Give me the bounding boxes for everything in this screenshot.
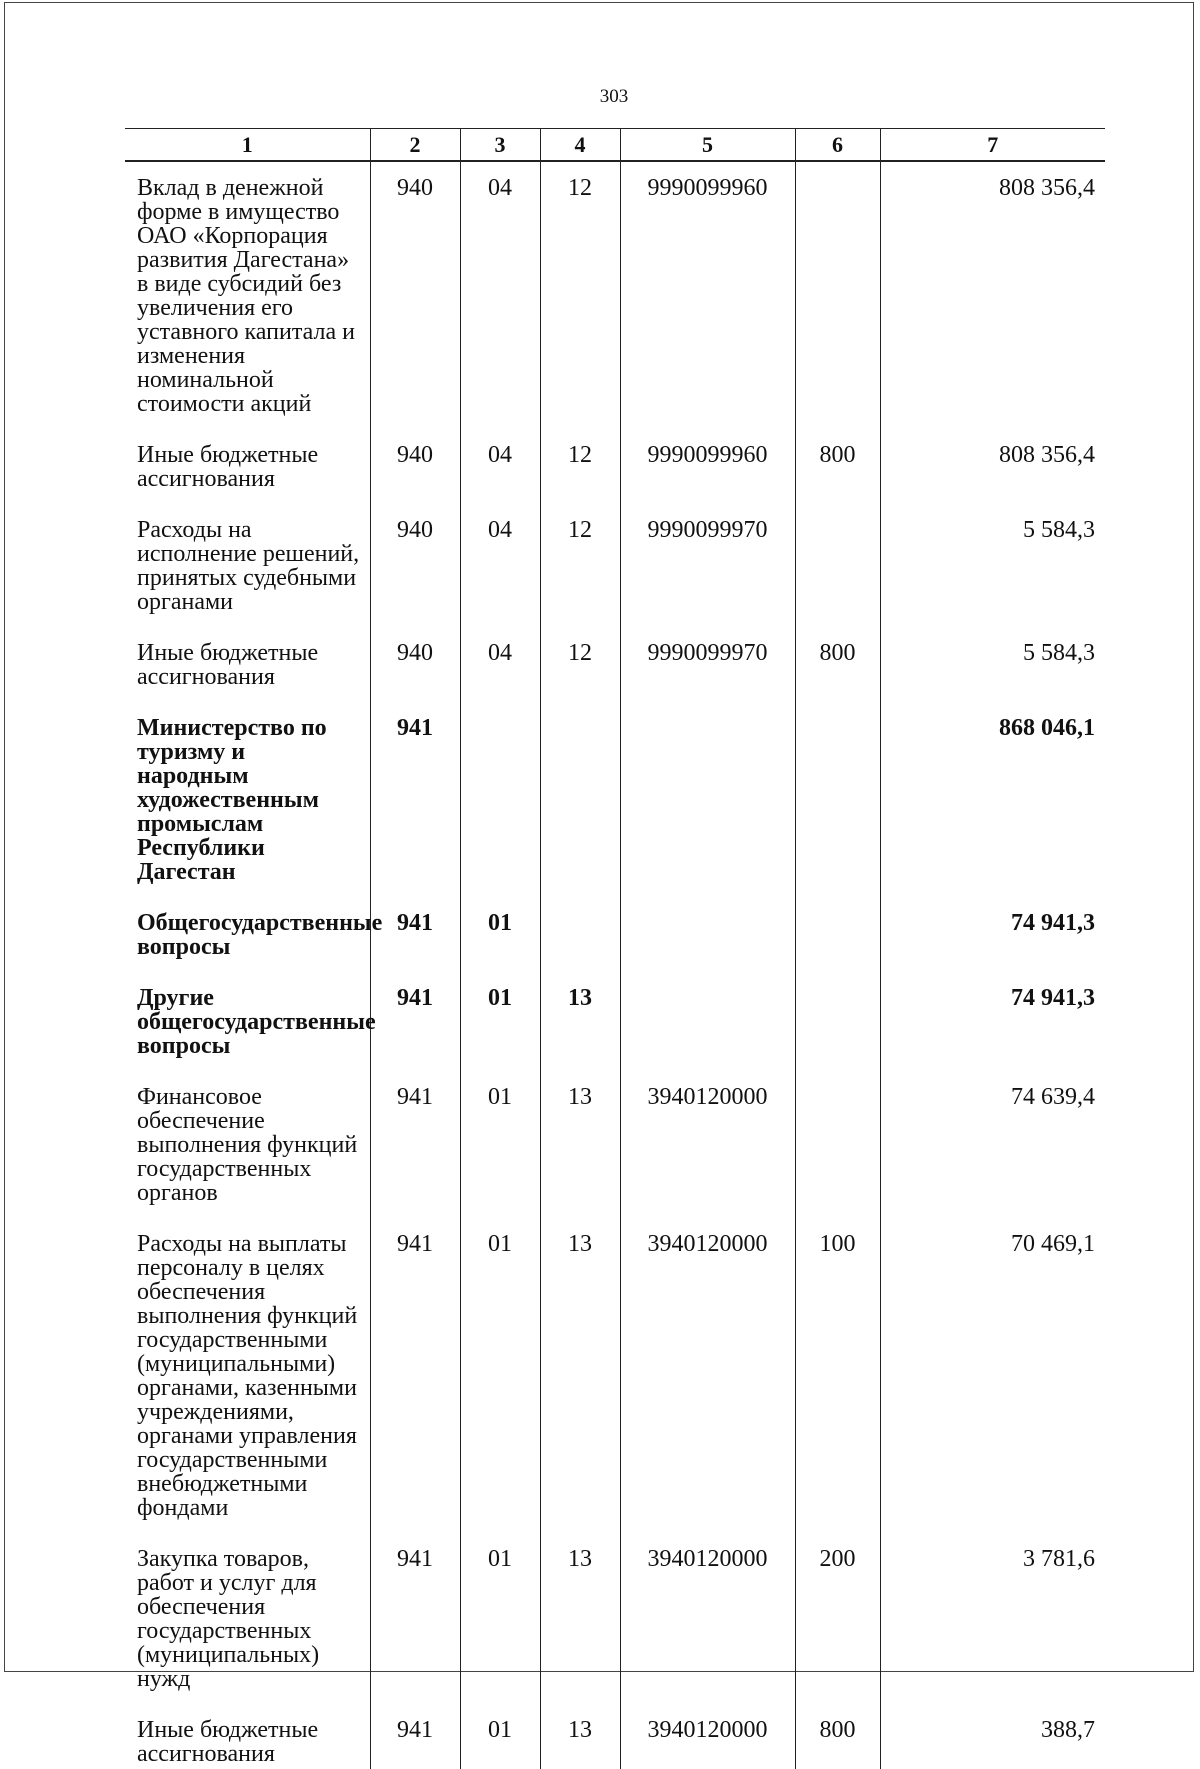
row-target-code [621,887,795,914]
row-expense-type-cell [795,887,880,962]
row-subsection-code-cell [540,494,620,617]
row-section-code-cell [460,887,540,962]
row-description-cell [125,494,370,617]
row-section-code: 04 [488,442,512,468]
row-amount-cell [880,494,1105,617]
row-amount: 74 941,3 [1011,910,1095,936]
row-section-code: 04 [488,640,512,666]
table-row [125,692,1105,887]
row-description-cell [125,419,370,494]
row-subsection-code: 13 [568,985,592,1011]
row-target-code-cell [620,962,795,1061]
table-header-row [125,129,1105,162]
row-ministry-code: 940 [397,640,433,666]
row-target-code: 9990099960 [647,175,768,201]
row-section-code-cell [460,161,540,419]
row-ministry-code: 941 [397,1546,433,1572]
page-number: 303 [599,86,629,107]
table-row [125,887,1105,962]
row-expense-type-cell [795,494,880,617]
row-amount: 5 584,3 [1023,517,1095,543]
row-target-code: 3940120000 [647,1231,768,1257]
row-expense-type: 800 [819,442,856,468]
row-expense-type-cell [795,1523,880,1694]
row-ministry-code: 941 [397,1084,433,1110]
row-ministry-code-cell [370,887,460,962]
row-description: Вклад в денежной форме в имущество ОАО «Корпорация развития Дагестана» в виде субсидий без увеличения его уставного капитала и изменения номинальной стоимости акций [137,175,355,417]
row-target-code [621,692,795,719]
row-section-code: 01 [488,910,512,936]
row-description-cell [125,1208,370,1523]
table-row [125,1523,1105,1694]
row-ministry-code-cell [370,617,460,692]
row-expense-type: 200 [819,1546,856,1572]
row-section-code: 04 [488,517,512,543]
table-row [125,617,1105,692]
row-section-code-cell [460,1694,540,1769]
row-expense-type [796,162,880,179]
row-expense-type-cell [795,419,880,494]
row-target-code-cell [620,161,795,419]
row-section-code: 01 [488,1084,512,1110]
row-target-code-cell [620,419,795,494]
row-description-cell [125,1523,370,1694]
row-amount-cell [880,419,1105,494]
row-expense-type-cell [795,692,880,887]
row-subsection-code: 12 [568,517,592,543]
row-ministry-code-cell [370,1061,460,1208]
row-expense-type [796,962,880,989]
header-col-6: 6 [795,129,880,162]
row-amount: 808 356,4 [999,442,1095,468]
row-description: Иные бюджетные ассигнования [137,442,319,492]
row-subsection-code: 12 [568,175,592,201]
row-subsection-code-cell [540,1694,620,1769]
row-expense-type-cell [795,161,880,419]
row-amount: 808 356,4 [999,175,1095,201]
row-section-code [461,692,540,719]
row-target-code: 9990099970 [647,517,768,543]
row-target-code [621,962,795,989]
row-expense-type [796,692,880,719]
table-row [125,962,1105,1061]
row-expense-type-cell [795,962,880,1061]
row-description: Финансовое обеспечение выполнения функций государственных органов [137,1084,358,1206]
header-col-3: 3 [460,129,540,162]
row-ministry-code: 940 [397,517,433,543]
table-row [125,1694,1105,1769]
row-ministry-code-cell [370,1694,460,1769]
row-description-cell [125,692,370,887]
row-ministry-code: 941 [397,985,433,1011]
row-description: Общегосударственные вопросы [137,910,383,960]
header-col-2: 2 [370,129,460,162]
row-subsection-code-cell [540,161,620,419]
row-section-code-cell [460,1208,540,1523]
row-description: Расходы на выплаты персоналу в целях обеспечения выполнения функций государственными (муниципальными) органами, казенными учреждениями, органами управления государственными внебюджетными фондами [137,1231,358,1521]
row-amount-cell [880,887,1105,962]
row-description-cell [125,1694,370,1769]
row-expense-type [796,1061,880,1088]
row-target-code: 3940120000 [647,1717,768,1743]
row-expense-type-cell [795,1208,880,1523]
row-amount: 5 584,3 [1023,640,1095,666]
row-subsection-code-cell [540,1523,620,1694]
row-amount: 70 469,1 [1011,1231,1095,1257]
row-target-code-cell [620,692,795,887]
row-subsection-code-cell [540,692,620,887]
row-subsection-code-cell [540,962,620,1061]
row-section-code-cell [460,1523,540,1694]
budget-table [125,128,1105,1769]
row-subsection-code: 12 [568,640,592,666]
table-row [125,419,1105,494]
row-section-code: 04 [488,175,512,201]
row-subsection-code: 13 [568,1231,592,1257]
row-section-code-cell [460,494,540,617]
row-amount: 74 941,3 [1011,985,1095,1011]
row-description: Министерство по туризму и народным художественным промыслам Республики Дагестан [137,715,327,885]
row-target-code-cell [620,1523,795,1694]
row-subsection-code [541,887,620,914]
row-ministry-code-cell [370,692,460,887]
row-description-cell [125,962,376,1061]
row-subsection-code: 13 [568,1546,592,1572]
row-subsection-code: 12 [568,442,592,468]
row-section-code-cell [460,617,540,692]
row-expense-type-cell [795,617,880,692]
row-amount: 388,7 [1041,1717,1095,1743]
header-col-1: 1 [125,129,370,162]
row-ministry-code-cell [370,161,460,419]
row-ministry-code-cell [370,1523,460,1694]
row-section-code: 01 [488,1546,512,1572]
row-ministry-code-cell [370,494,460,617]
row-target-code: 3940120000 [647,1084,768,1110]
table-row [125,1208,1105,1523]
row-ministry-code: 941 [397,715,433,741]
row-ministry-code-cell [370,962,460,1061]
row-amount-cell [880,1694,1105,1769]
row-subsection-code: 13 [568,1084,592,1110]
table-row [125,494,1105,617]
header-col-4: 4 [540,129,620,162]
row-subsection-code: 13 [568,1717,592,1743]
row-expense-type: 100 [819,1231,856,1257]
row-subsection-code [541,692,620,719]
row-ministry-code: 941 [397,1231,433,1257]
row-target-code-cell [620,887,795,962]
row-amount: 868 046,1 [999,715,1095,741]
row-amount: 74 639,4 [1011,1084,1095,1110]
row-description: Иные бюджетные ассигнования [137,1717,319,1767]
row-amount: 3 781,6 [1023,1546,1095,1572]
row-section-code-cell [460,1061,540,1208]
row-target-code-cell [620,1208,795,1523]
header-col-5: 5 [620,129,795,162]
row-target-code-cell [620,494,795,617]
row-description: Закупка товаров, работ и услуг для обеспечения государственных (муниципальных) нужд [137,1546,320,1692]
row-target-code-cell [620,1061,795,1208]
table-row [125,161,1105,419]
row-expense-type: 800 [819,640,856,666]
row-description: Расходы на исполнение решений, принятых судебными органами [137,517,360,615]
row-description-cell [125,1061,370,1208]
row-expense-type: 800 [819,1717,856,1743]
row-description-cell [125,887,383,962]
row-target-code: 9990099970 [647,640,768,666]
row-expense-type [796,494,880,521]
row-ministry-code: 941 [397,910,433,936]
row-amount-cell [880,962,1105,1061]
row-target-code-cell [620,617,795,692]
row-description-cell [125,161,370,419]
header-col-7: 7 [880,129,1105,162]
row-section-code: 01 [488,985,512,1011]
row-section-code-cell [460,962,540,1061]
row-amount-cell [880,1523,1105,1694]
row-target-code-cell [620,1694,795,1769]
row-expense-type-cell [795,1061,880,1208]
row-ministry-code: 940 [397,442,433,468]
row-amount-cell [880,1208,1105,1523]
row-section-code-cell [460,692,540,887]
row-ministry-code: 941 [397,1717,433,1743]
row-amount-cell [880,161,1105,419]
row-description: Другие общегосударственные вопросы [137,985,376,1059]
row-section-code-cell [460,419,540,494]
row-amount-cell [880,1061,1105,1208]
row-ministry-code-cell [370,1208,460,1523]
row-ministry-code-cell [370,419,460,494]
row-subsection-code-cell [540,887,620,962]
row-ministry-code: 940 [397,175,433,201]
row-description: Иные бюджетные ассигнования [137,640,319,690]
row-expense-type-cell [795,1694,880,1769]
row-subsection-code-cell [540,1061,620,1208]
row-target-code: 3940120000 [647,1546,768,1572]
row-amount-cell [880,692,1105,887]
row-subsection-code-cell [540,419,620,494]
row-description-cell [125,617,370,692]
table-row [125,1061,1105,1208]
row-section-code: 01 [488,1231,512,1257]
row-amount-cell [880,617,1105,692]
row-section-code: 01 [488,1717,512,1743]
row-subsection-code-cell [540,1208,620,1523]
row-expense-type [796,887,880,914]
row-target-code: 9990099960 [647,442,768,468]
row-subsection-code-cell [540,617,620,692]
